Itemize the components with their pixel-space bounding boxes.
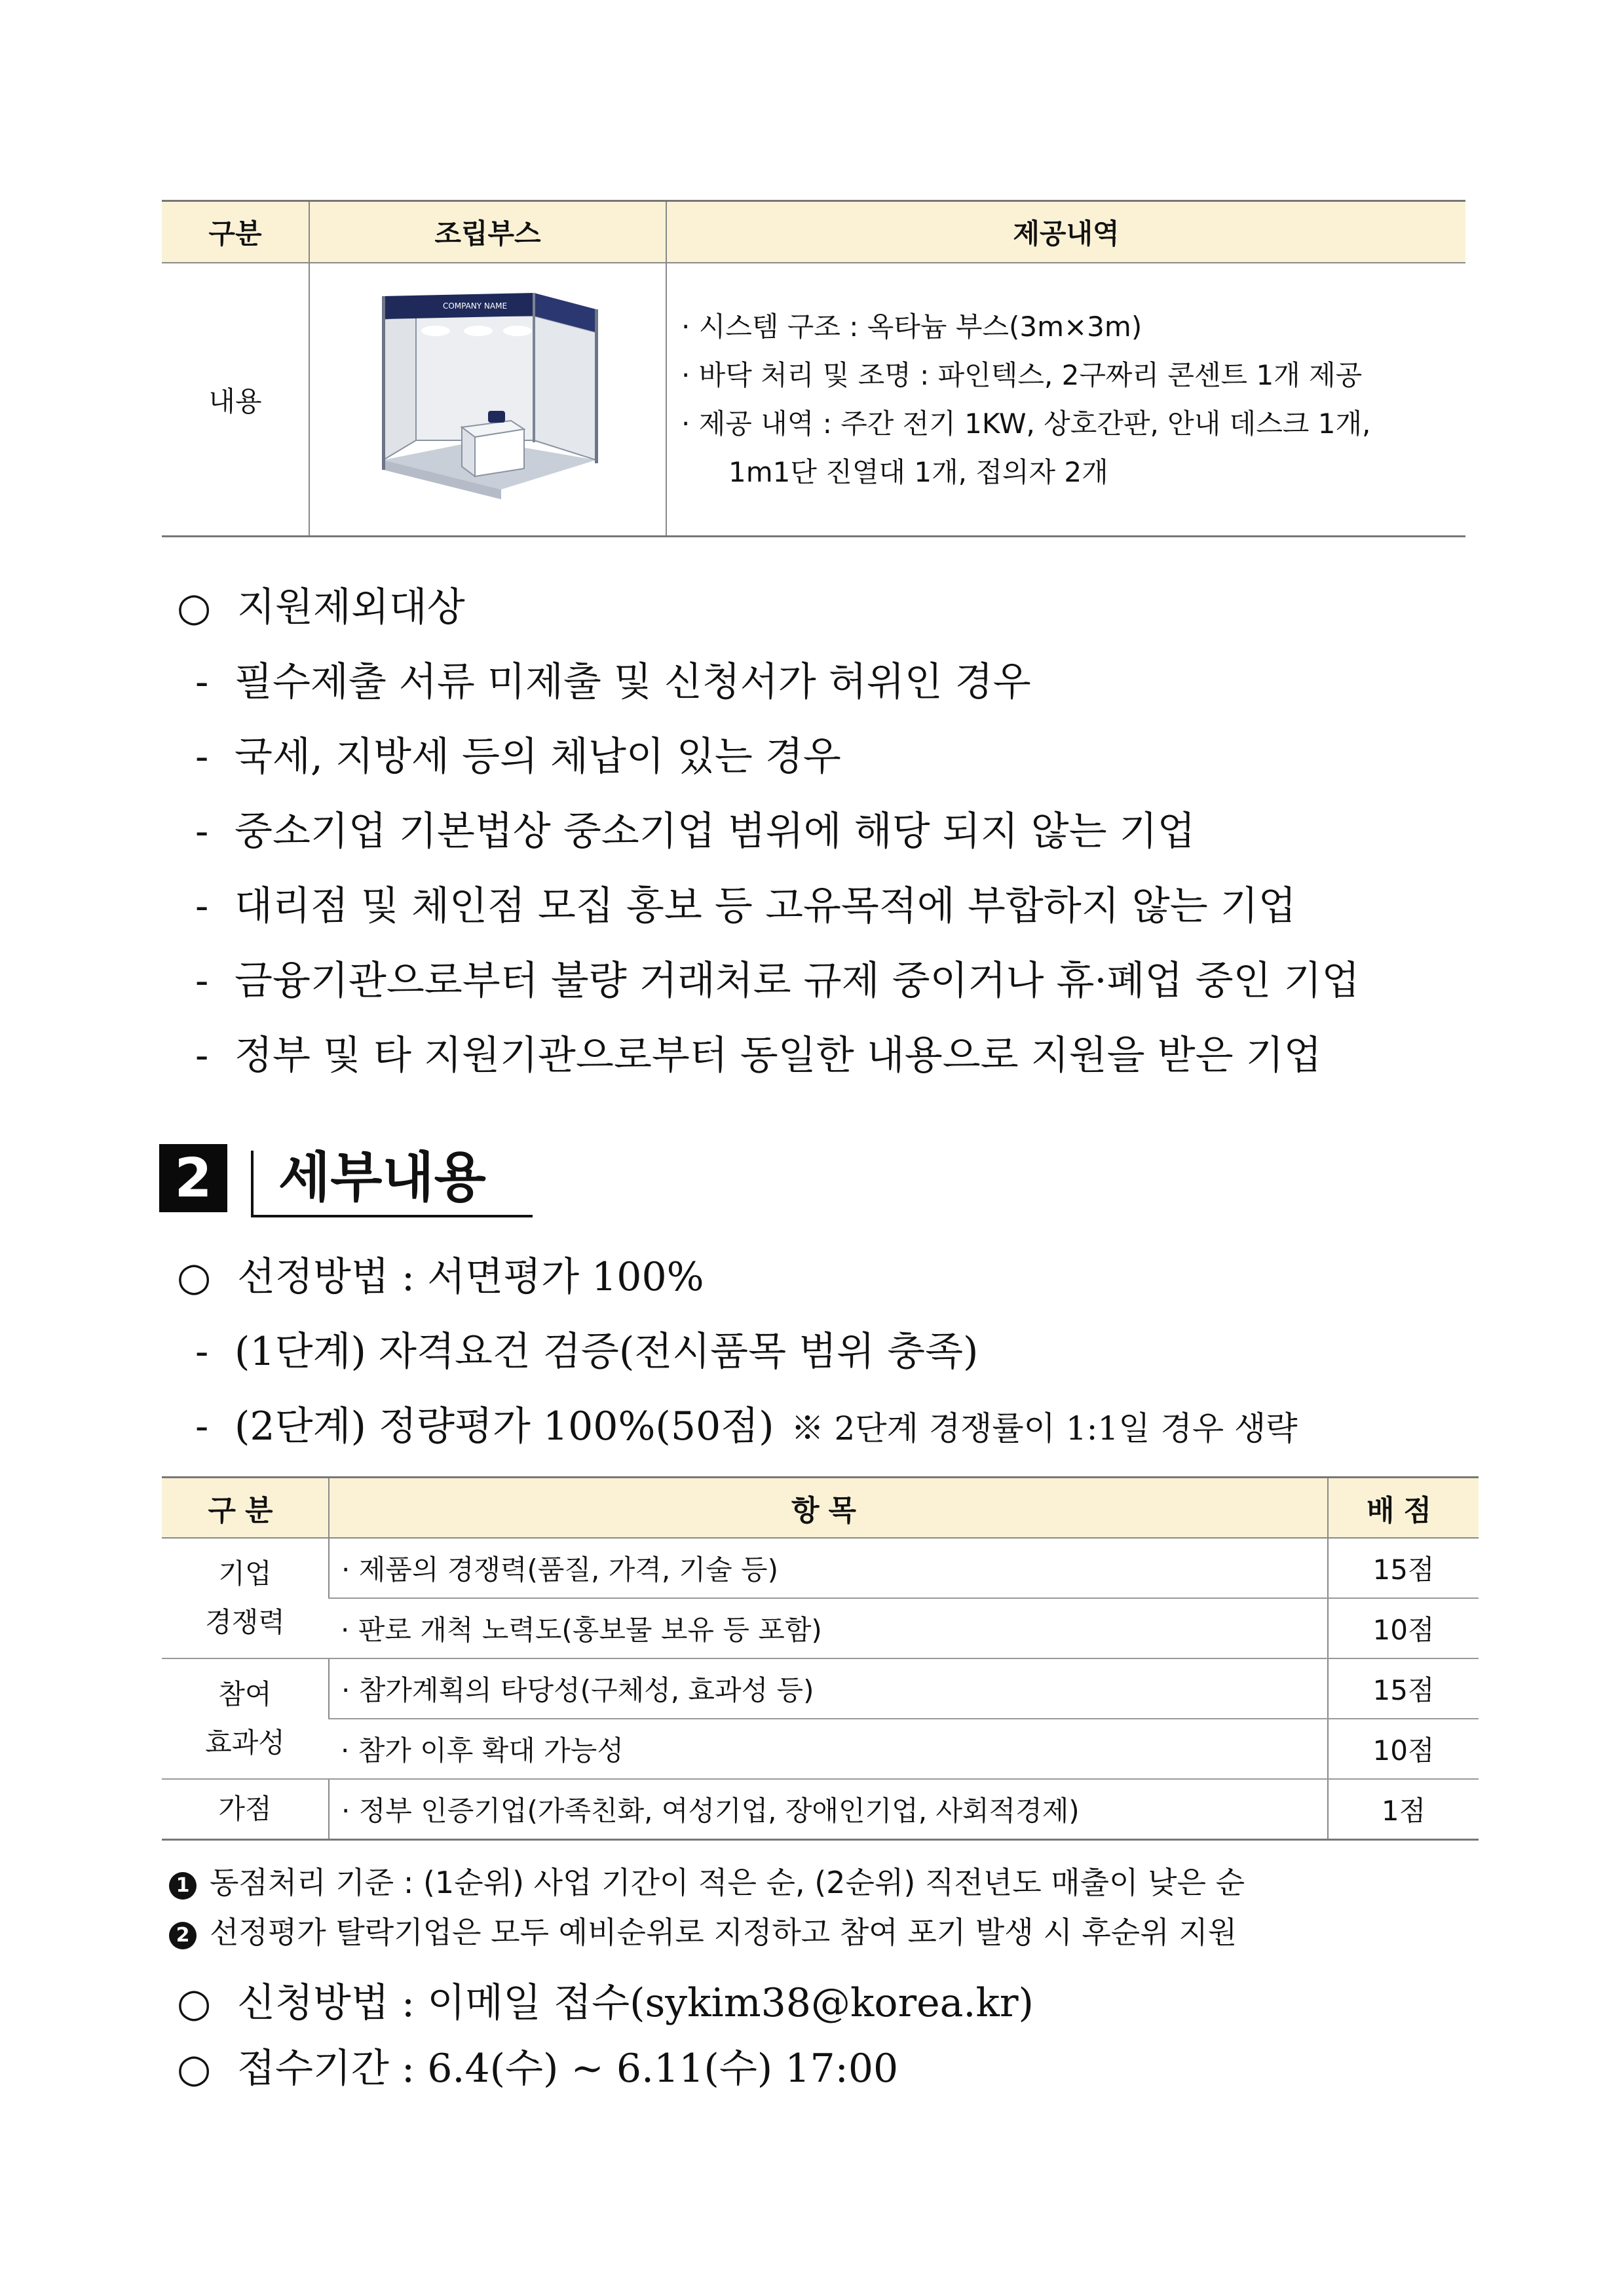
note-item <box>169 1907 1245 1957</box>
section-divider <box>251 1151 254 1216</box>
score-category <box>162 1538 329 1658</box>
selection-title-row <box>177 1240 1298 1314</box>
circle-bullet-icon: ○ <box>177 1254 212 1300</box>
score-item: · 참가 이후 확대 가능성 <box>329 1719 1328 1779</box>
note-text: 선정평가 탈락기업은 모두 예비순위로 지정하고 참여 포기 발생 시 후순위 지원 <box>210 1915 1237 1950</box>
score-points: 15점 <box>1328 1658 1479 1719</box>
note-text: 동점처리 기준 : (1순위) 사업 기간이 적은 순, (2순위) 직전년도 매출이 낮은 순 <box>210 1865 1245 1900</box>
table-row <box>162 1719 1479 1779</box>
booth-table <box>162 200 1465 537</box>
table-row <box>162 1658 1479 1719</box>
score-header-item: 항목 <box>329 1478 1328 1539</box>
booth-detail-line: · 바닥 처리 및 조명 : 파인텍스, 2구짜리 콘센트 1개 제공 <box>681 358 1363 391</box>
selection-step <box>177 1389 1298 1466</box>
table-row <box>162 1538 1479 1598</box>
section-title: 세부내용 <box>278 1147 486 1209</box>
score-category-line: 참여 <box>218 1678 272 1710</box>
exclusion-title: 지원제외대상 <box>237 584 465 630</box>
table-row <box>162 1779 1479 1840</box>
exclusion-item-text: 정부 및 타 지원기관으로부터 동일한 내용으로 지원을 받은 기업 <box>235 1033 1322 1079</box>
numbered-circle-icon: 2 <box>169 1922 197 1949</box>
score-category <box>162 1658 329 1779</box>
selection-title: 선정방법 : 서면평가 100% <box>237 1254 704 1300</box>
booth-details-cell <box>666 263 1465 537</box>
section-number: 2 <box>159 1144 227 1212</box>
booth-row-label: 내용 <box>162 263 309 537</box>
section-underline <box>251 1215 533 1217</box>
score-category-line: 경쟁력 <box>205 1606 285 1638</box>
booth-header-category: 구분 <box>162 201 309 263</box>
selection-step2-note: ※ 2단계 경쟁률이 1:1일 경우 생략 <box>791 1409 1298 1447</box>
dash-bullet: - <box>195 734 209 780</box>
dash-bullet: - <box>195 809 209 854</box>
application-method-row <box>177 1970 1034 2036</box>
score-points: 10점 <box>1328 1598 1479 1658</box>
booth-image-cell <box>309 263 666 537</box>
dash-bullet: - <box>195 1033 209 1079</box>
table-row <box>162 1598 1479 1658</box>
circle-bullet-icon: ○ <box>177 584 212 630</box>
exclusion-item <box>177 645 1360 719</box>
exclusion-item <box>177 869 1360 944</box>
application-period-value: 6.4(수) ~ 6.11(수) 17:00 <box>427 2046 899 2092</box>
selection-section <box>177 1240 1298 1466</box>
circle-bullet-icon: ○ <box>177 2046 212 2092</box>
score-category-line: 기업 <box>218 1558 272 1590</box>
exclusion-item-text: 필수제출 서류 미제출 및 신청서가 허위인 경우 <box>235 659 1031 705</box>
exclusion-section <box>177 570 1360 1093</box>
note-item <box>169 1858 1245 1907</box>
exclusion-item <box>177 944 1360 1018</box>
booth-image <box>370 280 606 519</box>
score-item: · 참가계획의 타당성(구체성, 효과성 등) <box>329 1658 1328 1719</box>
dash-bullet: - <box>195 659 209 705</box>
booth-detail-line: · 시스템 구조 : 옥타늄 부스(3m×3m) <box>681 310 1142 343</box>
exclusion-item-text: 중소기업 기본법상 중소기업 범위에 해당 되지 않는 기업 <box>235 809 1196 854</box>
score-table <box>162 1476 1479 1841</box>
application-period-row <box>177 2036 1034 2101</box>
exclusion-item-text: 국세, 지방세 등의 체납이 있는 경우 <box>235 734 841 780</box>
circle-bullet-icon: ○ <box>177 1980 212 2026</box>
exclusion-item <box>177 719 1360 794</box>
selection-step1: (1단계) 자격요건 검증(전시품목 범위 충족) <box>235 1329 979 1375</box>
booth-details-list <box>667 303 1465 497</box>
booth-header-provided: 제공내역 <box>666 201 1465 263</box>
score-item: · 판로 개척 노력도(홍보물 보유 등 포함) <box>329 1598 1328 1658</box>
score-header-category: 구분 <box>162 1478 329 1539</box>
score-points: 15점 <box>1328 1538 1479 1598</box>
dash-bullet: - <box>195 1404 209 1449</box>
score-points: 1점 <box>1328 1779 1479 1840</box>
dash-bullet: - <box>195 1329 209 1375</box>
exclusion-title-row <box>177 570 1360 645</box>
exclusion-item-text: 금융기관으로부터 불량 거래처로 규제 중이거나 휴·폐업 중인 기업 <box>235 958 1360 1004</box>
section-header <box>159 1144 533 1219</box>
score-category-line: 가점 <box>218 1793 272 1825</box>
score-category-line: 효과성 <box>205 1727 285 1759</box>
booth-sign-text: COMPANY NAME <box>442 301 507 311</box>
exclusion-item <box>177 794 1360 869</box>
score-item: · 정부 인증기업(가족친화, 여성기업, 장애인기업, 사회적경제) <box>329 1779 1328 1840</box>
score-header-points: 배점 <box>1328 1478 1479 1539</box>
dash-bullet: - <box>195 883 209 929</box>
score-category <box>162 1779 329 1840</box>
booth-detail-line-text: · 제공 내역 : 주간 전기 1KW, 상호간판, 안내 데스크 1개, <box>681 407 1371 440</box>
booth-header-booth: 조립부스 <box>309 201 666 263</box>
dash-bullet: - <box>195 958 209 1004</box>
exclusion-item-text: 대리점 및 체인점 모집 홍보 등 고유목적에 부합하지 않는 기업 <box>235 883 1296 929</box>
booth-detail-line-continued: 1m1단 진열대 1개, 접의자 2개 <box>728 455 1108 488</box>
exclusion-item <box>177 1018 1360 1093</box>
booth-detail-line <box>681 400 1465 497</box>
application-section <box>177 1970 1034 2101</box>
selection-step <box>177 1314 1298 1389</box>
numbered-circle-icon: 1 <box>169 1872 197 1900</box>
application-method-label: 신청방법 : <box>237 1980 415 2026</box>
score-item: · 제품의 경쟁력(품질, 가격, 기술 등) <box>329 1538 1328 1598</box>
score-points: 10점 <box>1328 1719 1479 1779</box>
application-period-label: 접수기간 : <box>237 2046 415 2092</box>
application-method-value: 이메일 접수(sykim38@korea.kr) <box>427 1980 1034 2026</box>
notes <box>169 1858 1245 1957</box>
selection-step2: (2단계) 정량평가 100%(50점) <box>235 1404 774 1449</box>
